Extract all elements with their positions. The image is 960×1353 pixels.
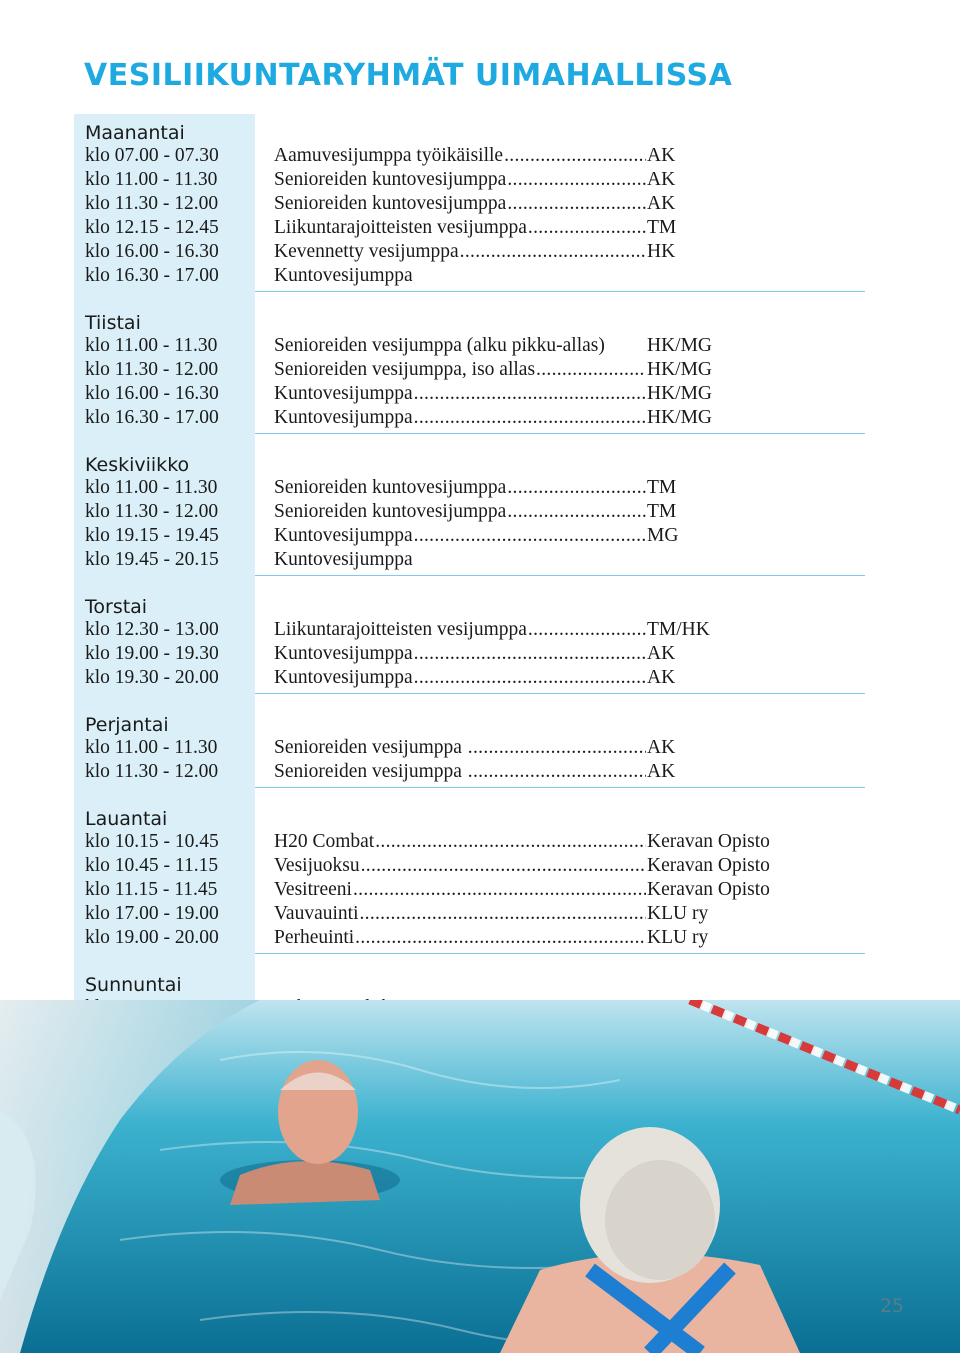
day-label: Maanantai <box>85 122 185 144</box>
time-slot: klo 11.00 - 11.30 <box>85 335 218 356</box>
pool-illustration <box>0 1000 960 1353</box>
instructor: TM <box>647 217 677 238</box>
activity-name: Kuntovesijumppa <box>274 549 413 570</box>
activity-name: Perheuinti ..... <box>274 926 646 950</box>
page-title: VESILIIKUNTARYHMÄT UIMAHALLISSA <box>84 58 733 93</box>
instructor: Keravan Opisto <box>647 879 770 900</box>
schedule-row <box>0 524 960 548</box>
time-slot: klo 16.00 - 16.30 <box>85 241 219 262</box>
day-label: Tiistai <box>85 312 141 334</box>
schedule-row <box>0 358 960 382</box>
day-label: Keskiviikko <box>85 454 190 476</box>
instructor: AK <box>647 761 676 782</box>
time-slot: klo 16.30 - 17.00 <box>85 407 219 428</box>
schedule-row <box>0 264 960 288</box>
schedule-row <box>0 878 960 902</box>
day-label: Lauantai <box>85 808 168 830</box>
page-number: 25 <box>879 1295 904 1317</box>
schedule-row <box>0 382 960 406</box>
schedule-row <box>0 144 960 168</box>
activity-name: Kevennetty vesijumppa ..... <box>274 240 646 264</box>
day-label: Torstai <box>85 596 148 618</box>
time-slot: klo 07.00 - 07.30 <box>85 145 219 166</box>
instructor: MG <box>647 525 679 546</box>
time-slot: klo 10.15 - 10.45 <box>85 831 219 852</box>
time-slot: klo 11.30 - 12.00 <box>85 193 219 214</box>
instructor: TM <box>647 477 677 498</box>
time-slot: klo 19.15 - 19.45 <box>85 525 219 546</box>
time-slot: klo 11.00 - 11.30 <box>85 737 218 758</box>
section-divider <box>255 693 865 694</box>
activity-name: Aamuvesijumppa työikäisille ..... <box>274 144 646 168</box>
instructor: AK <box>647 169 676 190</box>
schedule-row <box>0 168 960 192</box>
schedule-row <box>0 830 960 854</box>
time-slot: klo 12.15 - 12.45 <box>85 217 219 238</box>
schedule-row <box>0 548 960 572</box>
time-slot: klo 11.00 - 11.30 <box>85 477 218 498</box>
schedule-row <box>0 500 960 524</box>
activity-name: Senioreiden vesijumppa ..... <box>274 736 646 760</box>
activity-name: Kuntovesijumppa ..... <box>274 524 646 548</box>
instructor: HK/MG <box>647 407 713 428</box>
activity-name: Vauvauinti ..... <box>274 902 646 926</box>
instructor: TM/HK <box>647 619 710 640</box>
time-slot: klo 19.00 - 20.00 <box>85 927 219 948</box>
section-divider <box>255 291 865 292</box>
day-label: Perjantai <box>85 714 169 736</box>
schedule-row <box>0 902 960 926</box>
time-slot: klo 16.00 - 16.30 <box>85 383 219 404</box>
instructor: HK/MG <box>647 335 713 356</box>
schedule-row <box>0 216 960 240</box>
section-divider <box>255 953 865 954</box>
schedule-row <box>0 192 960 216</box>
schedule-row <box>0 666 960 690</box>
schedule-row <box>0 618 960 642</box>
instructor: AK <box>647 737 676 758</box>
section-divider <box>255 575 865 576</box>
time-slot: klo 11.30 - 12.00 <box>85 501 219 522</box>
instructor: HK <box>647 241 676 262</box>
instructor: AK <box>647 145 676 166</box>
activity-name: Senioreiden vesijumppa (alku pikku-allas) <box>274 335 605 356</box>
activity-name: Vesitreeni ..... <box>274 878 646 902</box>
activity-name: H20 Combat ..... <box>274 830 646 854</box>
time-slot: klo 19.45 - 20.15 <box>85 549 219 570</box>
time-slot: klo 17.00 - 19.00 <box>85 903 219 924</box>
time-slot: klo 11.30 - 12.00 <box>85 761 219 782</box>
activity-name: Senioreiden kuntovesijumppa ..... <box>274 500 646 524</box>
activity-name: Kuntovesijumppa ..... <box>274 406 646 430</box>
activity-name: Senioreiden vesijumppa ..... <box>274 760 646 784</box>
instructor: HK/MG <box>647 383 713 404</box>
pool-photo <box>0 1000 960 1353</box>
instructor: Keravan Opisto <box>647 831 770 852</box>
activity-name: Kuntovesijumppa ..... <box>274 642 646 666</box>
schedule-row <box>0 854 960 878</box>
schedule-row <box>0 240 960 264</box>
time-slot: klo 11.00 - 11.30 <box>85 169 218 190</box>
activity-name: Liikuntarajoitteisten vesijumppa ..... <box>274 618 646 642</box>
time-slot: klo 19.30 - 20.00 <box>85 667 219 688</box>
time-slot: klo 16.30 - 17.00 <box>85 265 219 286</box>
instructor: AK <box>647 667 676 688</box>
activity-name: Vesijuoksu ..... <box>274 854 646 878</box>
instructor: AK <box>647 193 676 214</box>
day-label: Sunnuntai <box>85 974 182 996</box>
instructor: KLU ry <box>647 927 709 948</box>
activity-name: Senioreiden vesijumppa, iso allas ..... <box>274 358 646 382</box>
schedule-row <box>0 334 960 358</box>
activity-name: Senioreiden kuntovesijumppa ..... <box>274 476 646 500</box>
schedule-row <box>0 406 960 430</box>
activity-name: Kuntovesijumppa ..... <box>274 666 646 690</box>
instructor: AK <box>647 643 676 664</box>
time-slot: klo 12.30 - 13.00 <box>85 619 219 640</box>
activity-name: Liikuntarajoitteisten vesijumppa ..... <box>274 216 646 240</box>
time-slot: klo 10.45 - 11.15 <box>85 855 219 876</box>
schedule-row <box>0 642 960 666</box>
instructor: KLU ry <box>647 903 709 924</box>
section-divider <box>255 787 865 788</box>
time-slot: klo 11.30 - 12.00 <box>85 359 219 380</box>
activity-name: Kuntovesijumppa ..... <box>274 382 646 406</box>
schedule-row <box>0 736 960 760</box>
activity-name: Senioreiden kuntovesijumppa ..... <box>274 168 646 192</box>
instructor: TM <box>647 501 677 522</box>
section-divider <box>255 433 865 434</box>
schedule-row <box>0 926 960 950</box>
time-slot: klo 11.15 - 11.45 <box>85 879 218 900</box>
time-slot: klo 19.00 - 19.30 <box>85 643 219 664</box>
activity-name: Kuntovesijumppa <box>274 265 413 286</box>
activity-name: Senioreiden kuntovesijumppa ..... <box>274 192 646 216</box>
instructor: HK/MG <box>647 359 713 380</box>
schedule-row <box>0 476 960 500</box>
instructor: Keravan Opisto <box>647 855 770 876</box>
schedule-row <box>0 760 960 784</box>
